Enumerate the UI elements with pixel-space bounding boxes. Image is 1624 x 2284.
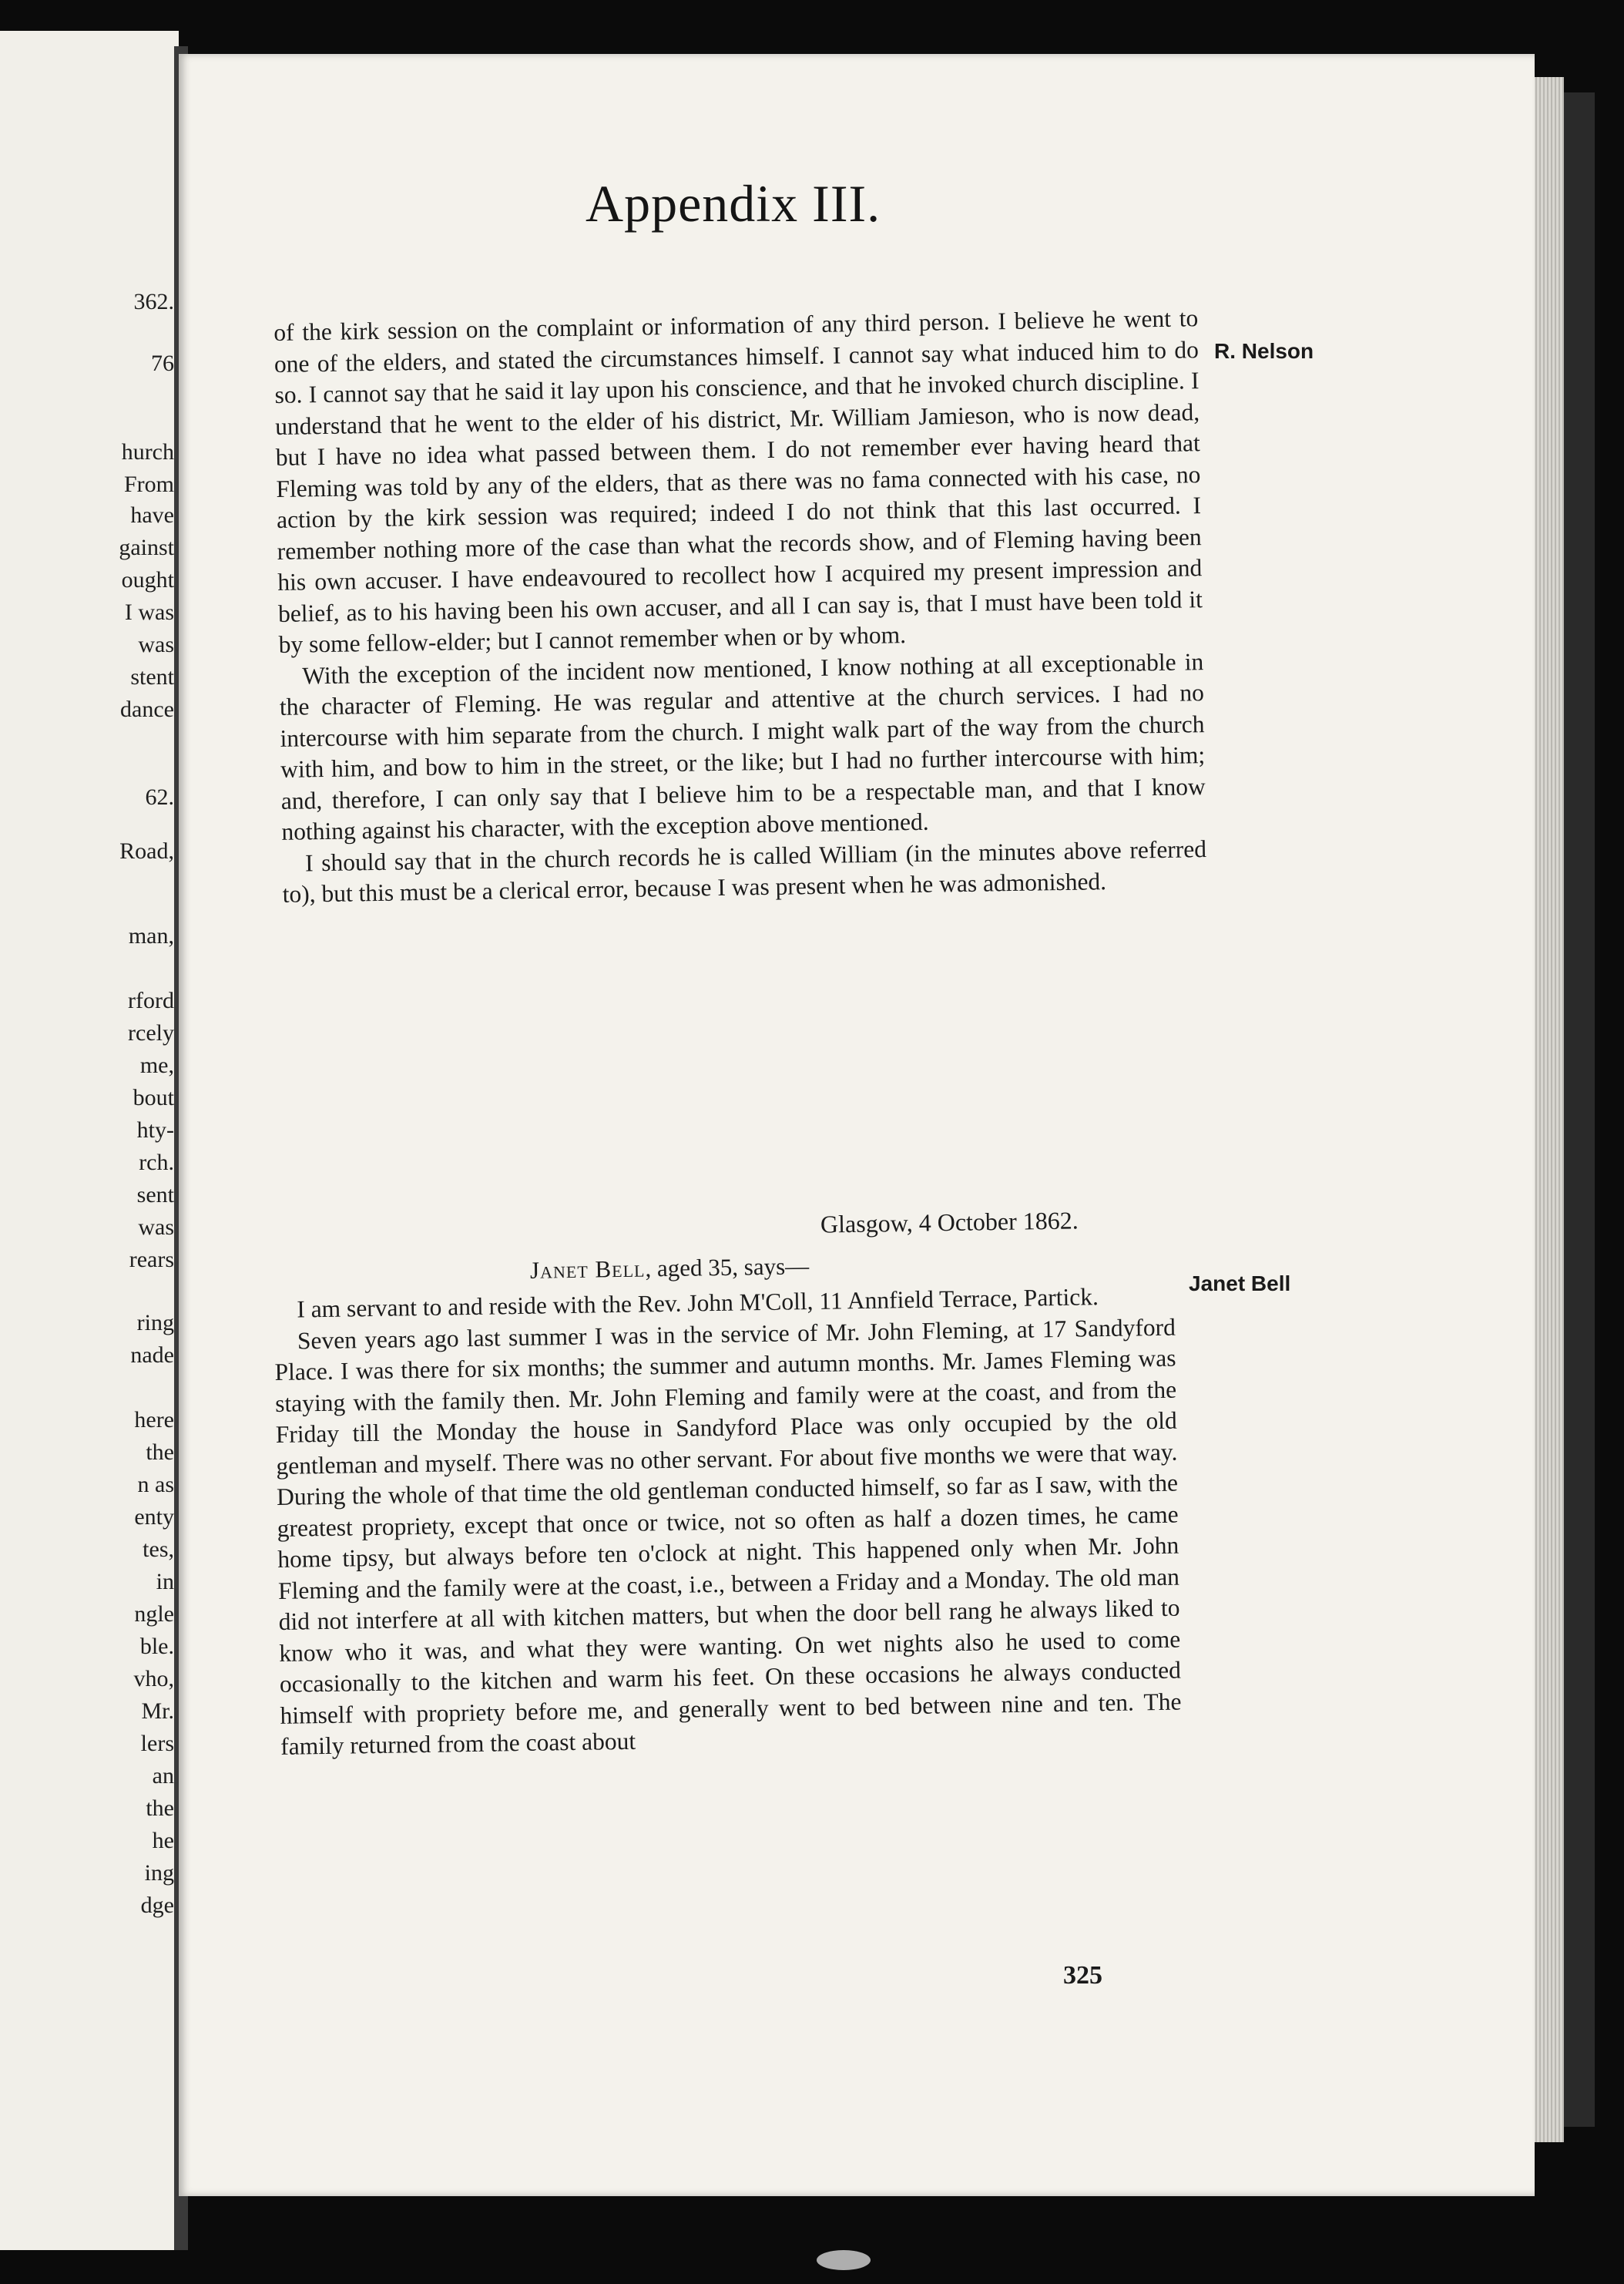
page-title: Appendix III. — [586, 174, 881, 233]
left-page-fragment: 62. — [145, 784, 174, 810]
left-page-fragment: ring — [136, 1310, 174, 1335]
left-page-fragment: the — [146, 1439, 174, 1465]
left-page-fragment: ought — [121, 567, 174, 593]
left-page-fragment: 76 — [151, 351, 174, 376]
left-page-fragment: an — [152, 1763, 174, 1789]
dateline: Glasgow, 4 October 1862. — [820, 1206, 1079, 1238]
left-page-fragment: ble. — [139, 1634, 174, 1659]
left-page-fragment: was — [138, 632, 174, 657]
speaker-name: Janet Bell — [529, 1255, 646, 1284]
margin-note-r-nelson: R. Nelson — [1214, 339, 1314, 363]
left-page-fragment: rears — [129, 1247, 174, 1272]
left-page-fragment: enty — [134, 1504, 174, 1530]
scan-smudge — [817, 2250, 871, 2270]
left-page-fragment: rch. — [139, 1150, 174, 1175]
left-page-fragment: n as — [137, 1472, 174, 1497]
speaker-heading — [530, 1252, 810, 1285]
left-page-fragment: rcely — [128, 1020, 174, 1046]
left-page-fragment: was — [138, 1214, 174, 1240]
left-page-fragment: me, — [139, 1053, 174, 1078]
left-page-fragment: stent — [130, 664, 174, 690]
left-page-fragment: ing — [144, 1860, 174, 1886]
paragraph-kirk-session: of the kirk session on the complaint or information of any third person. I believe he went to one of the elders, and stated the circumstances himself. I cannot say what induced him to do so. I cannot say that he said it lay upon his conscience, and that he invoked church discipline. I understand that he went to the elder of his district, Mr. William Jamieson, who is now dead, but I have no idea what passed between them. I do not remember ever having heard that Fleming was told by any of the elders, that as there was no fama connected with his case, no action by the kirk session was required; indeed I do not think that this last occurred. I remember nothing more of the case than what the records show, and of Fleming having been his own accuser. I have endeavoured to recollect how I acquired my present impression and belief, as to his having been his own accuser, and all I can say is, that I must have been told it by some fellow-elder; but I cannot remember when or by whom. — [273, 304, 1203, 658]
book-cover-edge — [1564, 92, 1595, 2127]
left-page-fragment: here — [134, 1407, 174, 1433]
left-page-fragment: rford — [128, 988, 174, 1013]
left-page-fragment: gainst — [119, 535, 174, 560]
paragraph-seven-years: Seven years ago last summer I was in the service of Mr. John Fleming, at 17 Sandyford Place. I was there for six months; the summer and autumn months. Mr. James Fleming was staying with the family then. Mr. John Fleming and family were at the coast, and from the Friday till the Monday the house in Sandyford Place was only occupied by the old gentleman and myself. There was no other servant. For about five months we were that way. During the whole of that time the old gentleman conducted himself, so far as I saw, with the greatest propriety, except that once or twice, not so often as half a dozen times, he came home tipsy, but always before ten o'clock at night. This happened only when Mr. John Fleming and the family were at the coast, i.e., between a Friday and a Monday. The old man did not interfere at all with kitchen matters, but when the door bell rang he always liked to know who it was, and what they were wanting. On wet nights also he used to come occasionally to the kitchen and warm his feet. On these occasions he always conducted himself with propriety before me, and generally went to bed between nine and ten. The family returned from the coast about — [274, 1313, 1182, 1760]
speaker-descriptor: , aged 35, says— — [645, 1252, 810, 1282]
left-page-fragment: have — [130, 502, 174, 528]
left-page-fragment: the — [146, 1795, 174, 1821]
left-page-fragment: bout — [133, 1085, 174, 1110]
left-facing-page — [0, 31, 179, 2250]
paragraph-servant: I am servant to and reside with the Rev. John M'Coll, 11 Annfield Terrace, Partick. — [297, 1283, 1099, 1323]
page-number: 325 — [1063, 1961, 1102, 1990]
left-page-fragment: hty- — [136, 1117, 174, 1143]
margin-note-janet-bell: Janet Bell — [1189, 1271, 1291, 1295]
left-page-fragment: 362. — [133, 289, 174, 314]
left-page-fragment: dge — [140, 1893, 174, 1918]
left-page-fragment: I was — [124, 600, 174, 625]
left-page-fragment: Road, — [119, 838, 174, 864]
left-page-fragment: From — [123, 472, 174, 497]
body-paragraph-1 — [273, 303, 1207, 910]
left-page-fragment: nade — [130, 1342, 174, 1368]
left-page-fragment: ngle — [134, 1601, 174, 1627]
left-page-fragment: in — [156, 1569, 174, 1594]
left-page-fragment: tes, — [143, 1537, 174, 1562]
left-page-fragment: vho, — [133, 1666, 174, 1691]
left-page-fragment: Mr. — [141, 1698, 174, 1724]
left-page-fragment: man, — [128, 923, 174, 949]
paragraph-church-records: I should say that in the church records he is called William (in the minutes above referred to), but this must be a clerical error, because I was present when he was admonished. — [282, 835, 1207, 908]
left-page-fragment: hurch — [121, 439, 174, 465]
left-page-fragment: lers — [140, 1731, 174, 1756]
left-page-fragment: dance — [120, 697, 174, 722]
left-page-fragment: sent — [136, 1182, 174, 1207]
left-page-fragment: he — [152, 1828, 174, 1853]
paragraph-exception: With the exception of the incident now mentioned, I know nothing at all exceptionable in the character of Fleming. He was regular and attentive at the church services. I had no intercourse with him separate from the church. I might walk part of the way from the church with him, and bow to him in the street, or the like; but I had no further intercourse with him; and, therefore, I can only say that I believe him to be a respectable man, and that I know nothing against his character, with the exception above mentioned. — [279, 647, 1206, 845]
body-paragraph-2 — [273, 1281, 1182, 1763]
